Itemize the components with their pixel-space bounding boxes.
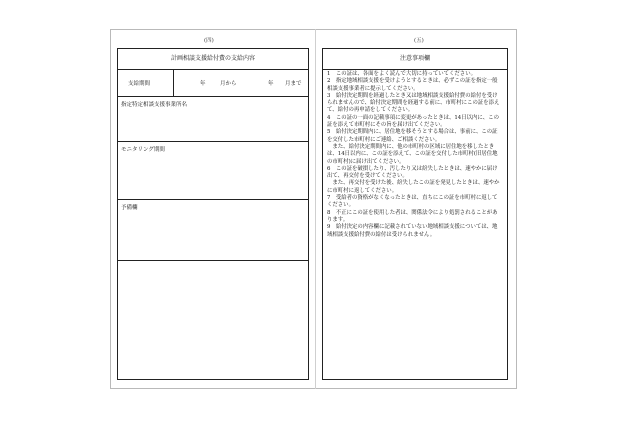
note-item: 3 給付決定期間を経過したとき又は地域相談支援給付費の給付を受けられませんので、給付決定期間を経過する前に、市町村にこの証を添えて、給付の再申請をしてください。 — [327, 92, 500, 114]
period-from-year: 年 — [200, 81, 206, 87]
provider-row — [118, 96, 308, 142]
note-item: 2 指定地域相談支援を受けようとするときは、必ずこの証を指定一般相談支援事業者に提示してください。 — [327, 78, 498, 92]
note-item: 7 受給者の資格がなくなったときは、直ちにこの証を市町村に返してください。 — [327, 195, 498, 209]
note-item: 1 この証は、各面をよく読んで大切に持っていてください。 — [327, 71, 476, 77]
center-fold — [315, 29, 316, 389]
monitoring-row — [118, 141, 308, 200]
note-item: また、再交付を受けた後、紛失したこの証を発見したときは、速やかに市町村に返してください。 — [327, 180, 500, 194]
note-item: 5 給付決定期間内に、居住地を移そうとする場合は、事前に、この証を交付した市町村にご連絡、ご相談ください。 — [327, 129, 498, 143]
period-to-month: 月まで — [285, 81, 302, 87]
left-panel — [117, 48, 309, 380]
spare-row — [118, 199, 308, 261]
right-panel-title: 注意事項欄 — [323, 49, 507, 70]
period-label: 支給期間 — [128, 81, 151, 87]
period-row — [118, 69, 308, 97]
period-to-year: 年 — [268, 81, 274, 87]
provider-label: 指定特定相談支援事業所名 — [121, 102, 188, 108]
left-page-label: (四) — [204, 38, 214, 44]
period-from-month: 月から — [220, 81, 237, 87]
monitoring-label: モニタリング期間 — [121, 147, 165, 153]
note-item: 4 この証の一面の記載事項に変更があったときは、14日以内に、この証を添えて市町村にその旨を届け出てください。 — [327, 114, 499, 129]
spare-label: 予備欄 — [121, 205, 138, 211]
divider — [173, 69, 174, 96]
left-panel-title: 計画相談支援給付費の支給内容 — [118, 49, 308, 70]
note-item: 9 給付決定の内容欄に記載されていない地域相談支援については、地域相談支援給付費の給付は受けられません。 — [327, 224, 498, 238]
note-item: 8 不正にこの証を使用した者は、関係法令により処罰されることがあります。 — [327, 209, 498, 223]
note-item: また、給付決定期間内に、他の市町村の区域に居住地を移したときは、14日以内に、この証を添えて、この証を交付した市町村(旧居住地の市町村)に届け出てください。 — [327, 143, 498, 165]
right-panel — [322, 48, 508, 380]
right-page-label: (五) — [414, 38, 424, 44]
notes-list — [327, 71, 501, 239]
note-item: 6 この証を破損したり、汚したり又は紛失したときは、速やかに届け出て、再交付を受けてください。 — [327, 165, 498, 180]
